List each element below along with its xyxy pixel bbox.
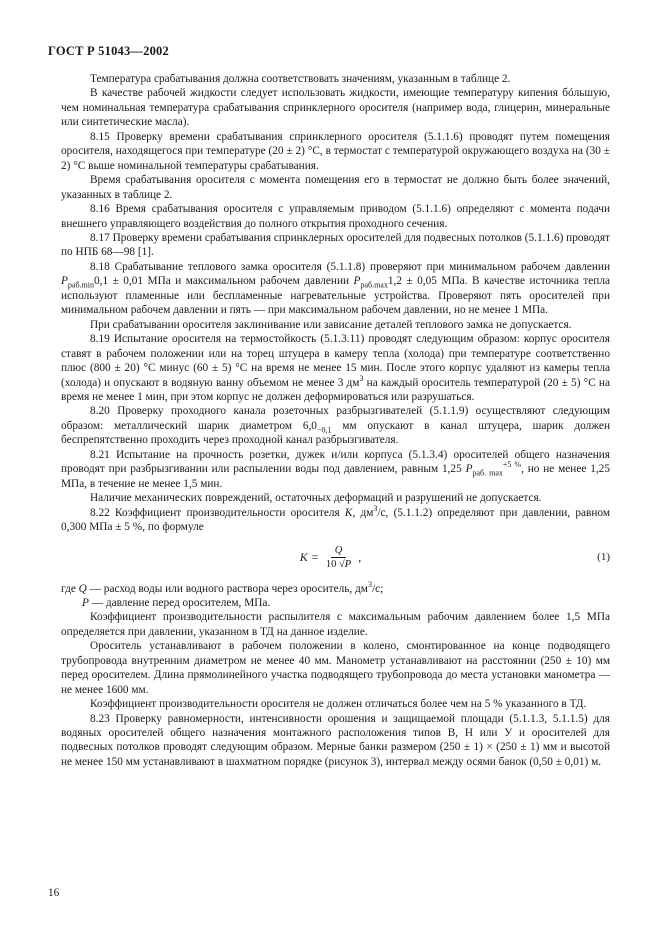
formula-fraction <box>322 544 355 571</box>
paragraph: Время срабатывания оросителя с момента помещения его в термостат не должно быть более значений, указанных в таблице 2. <box>61 174 610 201</box>
where-line-q: где Q — расход воды или водного раствора через ороситель, $дм^3/c$; <box>61 579 384 595</box>
where-line-p: P — давление перед оросителем, МПа. <box>82 596 271 609</box>
paragraph: В качестве рабочей жидкости следует использовать жидкости, имеющие температуру кипения бóльшую, чем номинальная температура срабатывания спринклерного оросителя (например вода, глицерин, минеральные или синтетические масла). <box>61 87 610 129</box>
paragraph: При срабатывании оросителя заклинивание или зависание деталей теплового замка не допускается. <box>90 318 572 331</box>
document-header: ГОСТ Р 51043—2002 <box>48 44 169 58</box>
formula-denominator: 10 √P <box>325 559 352 570</box>
paragraph-8-20: 8.20 Проверку проходного канала розеточных разбрызгивателей (5.1.1.9) осуществляют следующим образом: металлический шарик диаметром $6,0_{-0,1}$ мм опускают в канал штуцера, шарик должен беспрепятственно проходить через проходной канал разбрызгивателя. <box>61 405 610 447</box>
paragraph-8-19: 8.19 Испытание оросителя на термостойкость (5.1.3.11) проводят следующим образом: корпус оросителя ставят в рабочем положении или на торец штуцера в камеру тепла (холода) при температуре соответственно плюс (800 ± 20) °C минус (60 ± 5) °C на время не менее 15 мин. После этого корпус удаляют из камеры тепла (холода) и опускают в водяную ванну объемом не менее 3 $дм^3$ на каждый ороситель температурой (20 ± 5) °C на время не менее 1 мин, при этом корпус не должен деформироваться или разрушаться. <box>61 333 610 403</box>
paragraph: Коэффициент производительности распылителя с максимальным рабочим давлением более 1,5 МПа определяется при давлении, указанном в ТД на данное изделие. <box>61 611 610 638</box>
paragraph: Наличие механических повреждений, остаточных деформаций и разрушений не допускается. <box>90 492 542 505</box>
paragraph: 8.23 Проверку равномерности, интенсивности орошения и защищаемой площади (5.1.1.3, 5.1.1.5) для водяных оросителей общего назначения монтажного расположения типов В, Н или У и оросителей для подвесных потолков проводят следующим образом. Мерные банки размером (250 ± 1) × (250 ± 1) мм и высотой не менее 150 мм устанавливают в шахматном порядке (рисунок 3), интервал между осями банок (0,50 ± 0,01) м. <box>61 712 610 768</box>
paragraph: Температура срабатывания должна соответствовать значениям, указанным в таблице 2. <box>90 73 511 85</box>
paragraph: Ороситель устанавливают в рабочем положении в колено, смонтированное на конце подводящего трубопровода внутренним диаметром не менее 40 мм. Манометр устанавливают на расстоянии (250 ± 10) мм перед оросителем. Длина прямолинейного участка подводящего трубопровода до места установки манометра — не менее 1600 мм. <box>61 640 610 696</box>
paragraph-8-21: 8.21 Испытание на прочность розетки, дужек и/или корпуса (5.1.3.4) оросителей общего назначения проводят при разбрызгивании или распылении воды под давлением, равным 1,25 $P_{раб. max}^{+5 \%}$, но не менее 1,25 МПа, в течение не менее 1,5 мин. <box>61 448 610 490</box>
paragraph: 8.17 Проверку времени срабатывания спринклерных оросителей для подвесных потолков (5.1.1.6) проводят по НПБ 68—98 [1]. <box>61 231 610 259</box>
formula-expression <box>300 544 361 571</box>
page-number: 16 <box>48 887 60 899</box>
formula-numerator: Q <box>331 544 347 558</box>
formula-trail: , <box>358 550 362 565</box>
paragraph: 8.16 Время срабатывания оросителя с управляемым приводом (5.1.1.6) определяют с момента подачи внешнего управляющего воздействия до полного открытия проходного сечения. <box>61 203 610 230</box>
paragraph-8-22: 8.22 Коэффициент производительности оросителя K, $дм^3/c$, (5.1.1.2) определяют при давлении, равном 0,300 МПа ± 5 %, по формуле <box>61 503 610 534</box>
formula-lhs: K = <box>299 550 319 565</box>
formula-number: (1) <box>597 551 610 564</box>
paragraph: 8.15 Проверку времени срабатывания спринклерного оросителя (5.1.1.6) проводят путем помещения оросителя, находящегося при температуре (20 ± 2) °C, в термостат с температурой окружающего воздуха на (30 ± 2) °C выше номинальной температуры срабатывания. <box>61 130 610 172</box>
paragraph-8-18: 8.18 Срабатывание теплового замка оросителя (5.1.1.8) проверяют при минимальном рабочем давлении $P_{раб.min}0,1 \pm 0,01$ МПа и максимальном рабочем давлении $P_{раб.max}1,2 \pm 0,05$ МПа. В качестве источника тепла используют пламенные или беспламенные нагревательные устройства. Проверяют пять оросителей при минимальном рабочем давлении и пять — при максимальном рабочем давлении, но не менее 1 МПа. <box>61 260 610 317</box>
paragraph: Коэффициент производительности оросителя не должен отличаться более чем на 5 % указанного в ТД. <box>90 698 587 711</box>
formula-1 <box>61 536 610 580</box>
body-text <box>61 72 610 769</box>
